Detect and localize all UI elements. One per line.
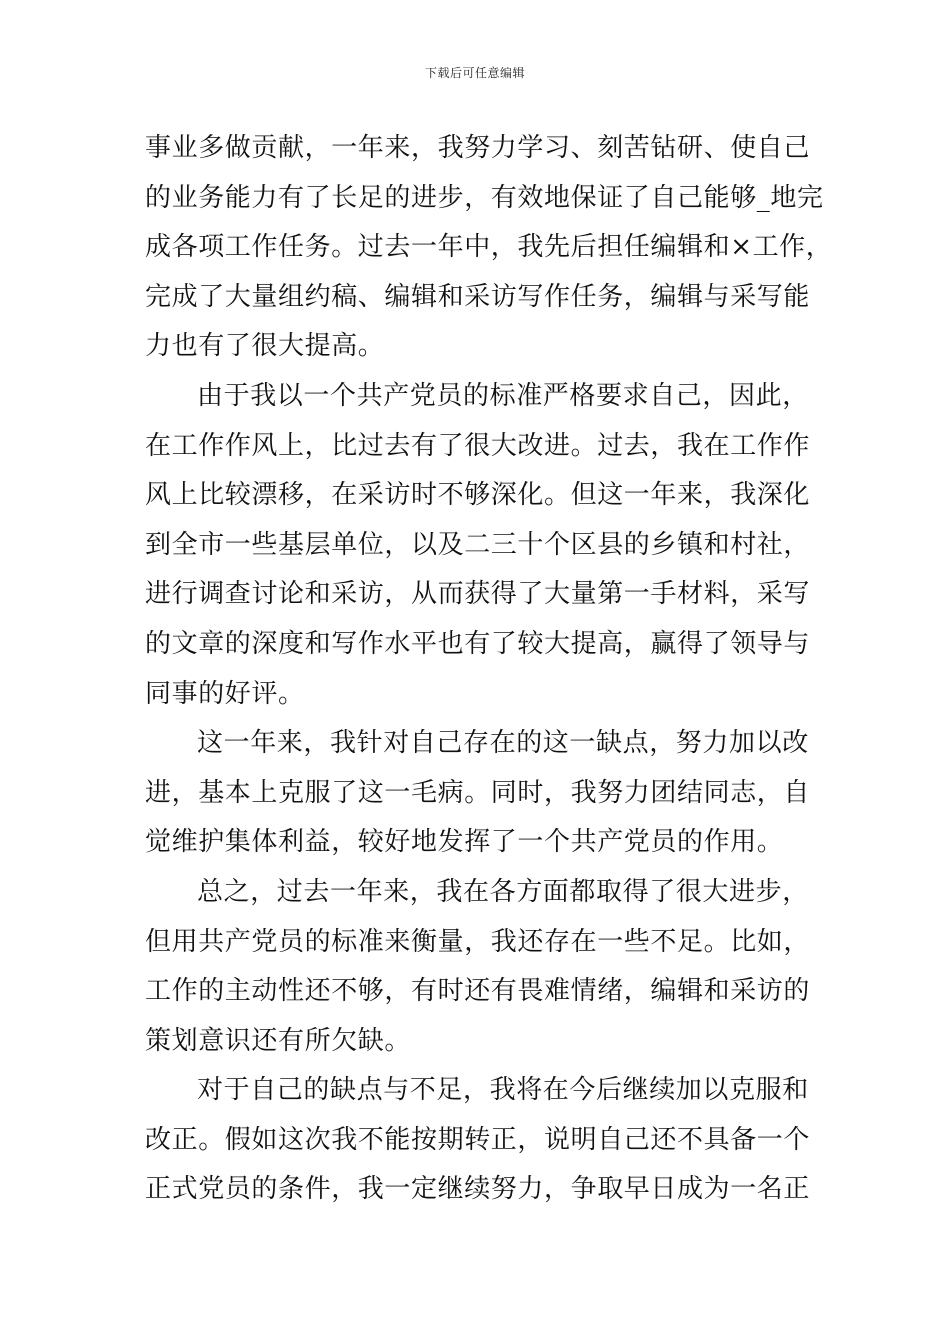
- text-line: 的业务能力有了长足的进步，有效地保证了自己能够_地完: [145, 182, 824, 213]
- text-line: 风上比较漂移，在采访时不够深化。但这一年来，我深化: [145, 480, 811, 511]
- text-line: 进，基本上克服了这一毛病。同时，我努力团结同志，自: [145, 777, 811, 808]
- page-header: 下载后可任意编辑: [424, 66, 525, 80]
- text-line: 但用共产党员的标准来衡量，我还存在一些不足。比如，: [145, 926, 811, 957]
- text-line: 这一年来，我针对自己存在的这一缺点，努力加以改: [197, 728, 809, 759]
- text-line: 到全市一些基层单位，以及二三十个区县的乡镇和村社，: [145, 529, 811, 560]
- text-line: 进行调查讨论和采访，从而获得了大量第一手材料，采写: [145, 579, 811, 610]
- text-line: 工作的主动性还不够，有时还有畏难情绪，编辑和采访的: [145, 976, 811, 1007]
- text-line: 总之，过去一年来，我在各方面都取得了很大进步，: [197, 876, 809, 907]
- text-line: 对于自己的缺点与不足，我将在今后继续加以克服和: [197, 1075, 809, 1106]
- body-text: [145, 124, 833, 1215]
- text-line: 事业多做贡献，一年来，我努力学习、刻苦钻研、使自己: [145, 133, 811, 163]
- text-line: 完成了大量组约稿、编辑和采访写作任务，编辑与采写能: [145, 281, 811, 312]
- text-line: 正式党员的条件，我一定继续努力，争取早日成为一名正: [145, 1174, 811, 1205]
- text-line: 力也有了很大提高。: [145, 331, 385, 362]
- text-line: 策划意识还有所欠缺。: [145, 1025, 412, 1056]
- text-line: 觉维护集体利益，较好地发挥了一个共产党员的作用。: [145, 827, 784, 858]
- text-line: 同事的好评。: [145, 678, 305, 709]
- text-line: 的文章的深度和写作水平也有了较大提高，赢得了领导与: [145, 628, 811, 659]
- text-line: 成各项工作任务。过去一年中，我先后担任编辑和×工作，: [145, 232, 833, 263]
- text-line: 在工作作风上，比过去有了很大改进。过去，我在工作作: [145, 430, 811, 461]
- text-line: 由于我以一个共产党员的标准严格要求自己，因此，: [197, 380, 809, 411]
- text-line: 改正。假如这次我不能按期转正，说明自己还不具备一个: [145, 1124, 811, 1155]
